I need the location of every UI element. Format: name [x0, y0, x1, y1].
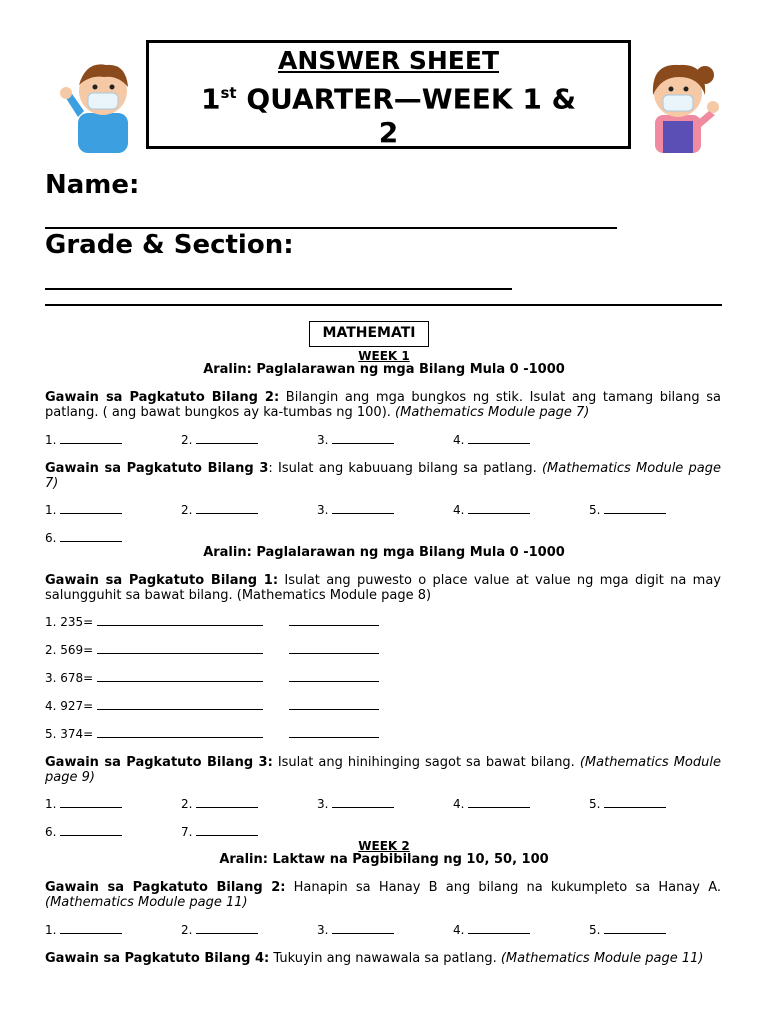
week2-heading: WEEK 2	[358, 839, 410, 853]
activity-g3: Gawain sa Pagkatuto Bilang 3: Isulat ang kabuuang bilang sa patlang. (Mathematics Module page 7)	[45, 461, 721, 491]
answer-blank[interactable]	[468, 433, 530, 444]
answer-blank[interactable]	[196, 433, 258, 444]
answer-blank[interactable]	[60, 433, 122, 444]
answer-blank[interactable]	[196, 503, 258, 514]
answer-blank[interactable]	[332, 433, 394, 444]
activity-g2b: Gawain sa Pagkatuto Bilang 2: Hanapin sa Hanay B ang bilang na kukumpleto sa Hanay A. (Mathematics Module page 11)	[45, 880, 721, 910]
activity-g3b: Gawain sa Pagkatuto Bilang 3: Isulat ang hinihinging sagot sa bawat bilang. (Mathematics Module page 9)	[45, 755, 721, 785]
week1-heading: WEEK 1	[358, 349, 410, 363]
answer-blank[interactable]	[196, 923, 258, 934]
answer-blank[interactable]	[196, 797, 258, 808]
value-blank[interactable]	[289, 615, 379, 626]
place-value-blank[interactable]	[97, 671, 263, 682]
grade-section-line[interactable]	[45, 288, 512, 290]
answer-blank[interactable]	[604, 797, 666, 808]
activity-g2: Gawain sa Pagkatuto Bilang 2: Bilangin ang mga bungkos ng stik. Isulat ang tamang bilang sa patlang. ( ang bawat bungkos ay ka-tumbas ng 100). (Mathematics Module page 7)	[45, 390, 721, 420]
pv-row: 5. 374=	[45, 727, 379, 741]
aralin3-heading: Aralin: Laktaw na Pagbibilang ng 10, 50, 100	[219, 852, 549, 867]
answer-blank[interactable]	[468, 503, 530, 514]
pv-row: 2. 569=	[45, 643, 379, 657]
answer-row-g3c: 1. 2. 3. 4. 5.	[45, 797, 725, 811]
place-value-blank[interactable]	[97, 615, 263, 626]
title-box	[146, 40, 631, 149]
answer-blank[interactable]	[60, 825, 122, 836]
activity-g4: Gawain sa Pagkatuto Bilang 4: Tukuyin ang nawawala sa patlang. (Mathematics Module page 11)	[45, 951, 704, 966]
aralin2-heading: Aralin: Paglalarawan ng mga Bilang Mula 0 -1000	[203, 545, 565, 560]
quarter-heading-line2: 2	[378, 116, 399, 150]
answer-row-g2: 1. 2. 3. 4.	[45, 433, 589, 447]
answer-row-g2b: 1. 2. 3. 4. 5.	[45, 923, 725, 937]
value-blank[interactable]	[289, 699, 379, 710]
answer-row-g3: 1. 2. 3. 4. 5.	[45, 503, 725, 517]
pv-row: 1. 235=	[45, 615, 379, 629]
answer-blank[interactable]	[60, 923, 122, 934]
answer-blank[interactable]	[60, 503, 122, 514]
answer-row-g3d: 6. 7.	[45, 825, 317, 839]
divider	[45, 304, 722, 306]
answer-blank[interactable]	[468, 923, 530, 934]
answer-blank[interactable]	[604, 923, 666, 934]
answer-blank[interactable]	[604, 503, 666, 514]
answer-blank[interactable]	[60, 531, 122, 542]
place-value-blank[interactable]	[97, 727, 263, 738]
aralin1-heading: Aralin: Paglalarawan ng mga Bilang Mula 0 -1000	[203, 362, 565, 377]
name-label: Name:	[45, 170, 140, 200]
place-value-blank[interactable]	[97, 643, 263, 654]
subject-box: MATHEMATI	[309, 321, 429, 347]
grade-section-label: Grade & Section:	[45, 230, 294, 260]
answer-blank[interactable]	[196, 825, 258, 836]
answer-blank[interactable]	[468, 797, 530, 808]
answer-row-g3b: 6.	[45, 531, 122, 545]
answer-blank[interactable]	[332, 503, 394, 514]
activity-g1: Gawain sa Pagkatuto Bilang 1: Isulat ang puwesto o place value at value ng mga digit na may salungguhit sa bawat bilang. (Mathematics Module page 8)	[45, 573, 721, 603]
quarter-heading: 1st QUARTER—WEEK 1 &	[200, 82, 576, 116]
answer-blank[interactable]	[332, 923, 394, 934]
name-line[interactable]	[45, 227, 617, 229]
boy-illustration	[56, 55, 146, 155]
value-blank[interactable]	[289, 727, 379, 738]
value-blank[interactable]	[289, 671, 379, 682]
page-title: ANSWER SHEET	[277, 46, 500, 75]
pv-row: 3. 678=	[45, 671, 379, 685]
answer-blank[interactable]	[60, 797, 122, 808]
girl-illustration	[635, 55, 725, 155]
value-blank[interactable]	[289, 643, 379, 654]
pv-row: 4. 927=	[45, 699, 379, 713]
answer-blank[interactable]	[332, 797, 394, 808]
place-value-blank[interactable]	[97, 699, 263, 710]
